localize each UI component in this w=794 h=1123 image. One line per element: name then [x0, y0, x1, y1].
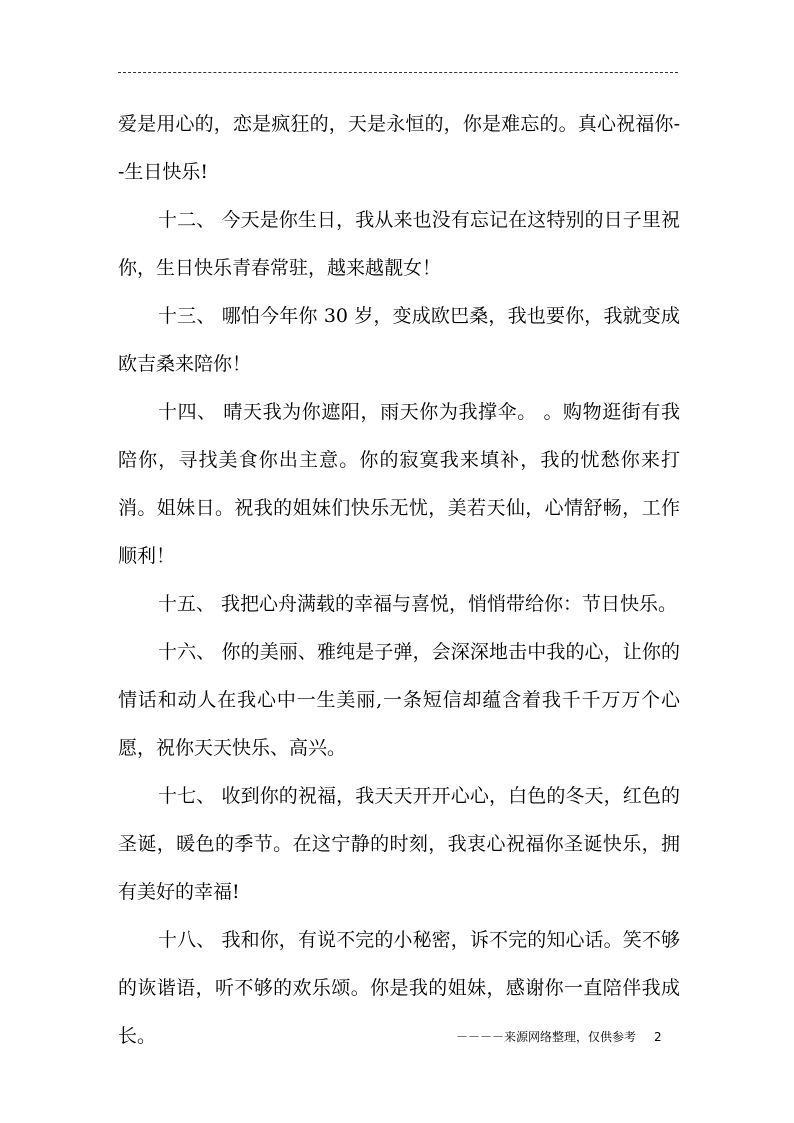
- paragraph-17: 十七、 收到你的祝福，我天天开开心心，白色的冬天，红色的圣诞，暖色的季节。在这宁静的时刻，我衷心祝福你圣诞快乐，拥有美好的幸福!: [118, 785, 680, 903]
- paragraph-15: 十五、 我把心舟满载的幸福与喜悦，悄悄带给你：节日快乐。: [158, 593, 678, 615]
- paragraph-18: 十八、 我和你，有说不完的小秘密，诉不完的知心话。笑不够的诙谐语，听不够的欢乐颂。你是我的姐妹，感谢你一直陪伴我成长。: [118, 929, 680, 1047]
- footer-source-note: －－－－来源网络整理，仅供参考: [456, 1030, 637, 1044]
- paragraph-16: 十六、 你的美丽、雅纯是子弹，会深深地击中我的心，让你的情话和动人在我心中一生美丽,一条短信却蕴含着我千千万万个心愿，祝你天天快乐、高兴。: [118, 641, 680, 759]
- page-number: 2: [654, 1030, 662, 1044]
- paragraph-12: 十二、 今天是你生日，我从来也没有忘记在这特别的日子里祝你，生日快乐青春常驻，越来越靓女！: [118, 209, 680, 279]
- paragraph-14: 十四、 晴天我为你遮阳，雨天你为我撑伞。 。购物逛街有我陪你，寻找美食你出主意。你的寂寞我来填补，我的忧愁你来打消。姐妹日。祝我的姐妹们快乐无忧，美若天仙，心情舒畅，工作顺利！: [118, 401, 680, 567]
- document-body: [118, 113, 680, 1060]
- page-footer: [456, 1028, 662, 1045]
- paragraph-13: 十三、 哪怕今年你 30 岁，变成欧巴桑，我也要你，我就变成欧吉桑来陪你！: [118, 305, 680, 375]
- header-dashed-rule: [118, 72, 678, 73]
- paragraph-continued: 爱是用心的，恋是疯狂的，天是永恒的，你是难忘的。真心祝福你--生日快乐!: [118, 113, 680, 183]
